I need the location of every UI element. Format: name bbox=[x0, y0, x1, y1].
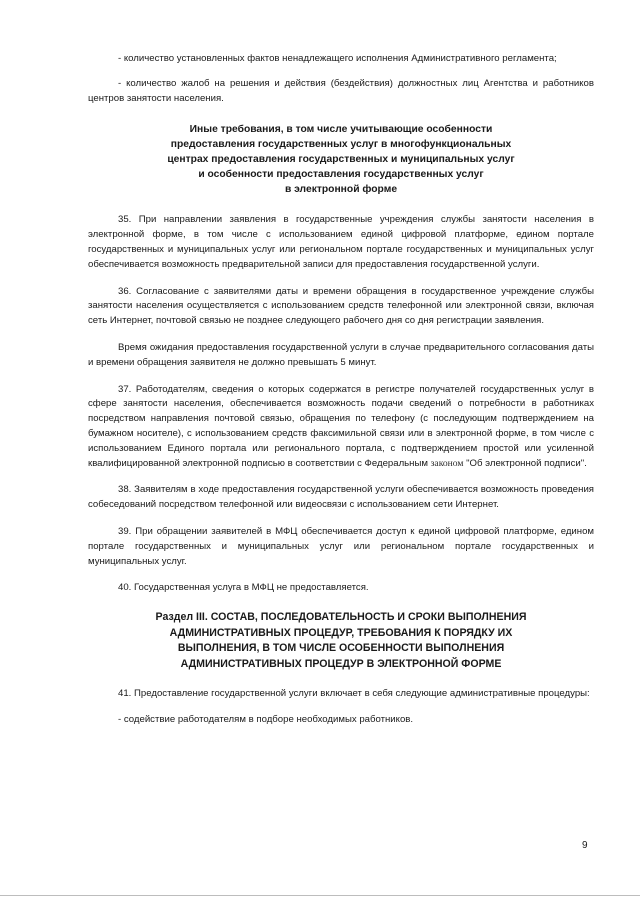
paragraph-37-end: "Об электронной подписи". bbox=[463, 457, 587, 469]
section-heading bbox=[88, 122, 594, 197]
paragraph-40: 40. Государственная услуга в МФЦ не предоставляется. bbox=[118, 582, 369, 594]
paragraph-36: 36. Согласование с заявителями даты и времени обращения в государственное учреждение службы занятости населения осуществляется с использованием средств телефонной или электронной связи, включая сеть Интернет, почтовой связью не позднее следующего рабочего дня со дня регистрации заявления. bbox=[88, 285, 594, 327]
heading-line: Раздел III. СОСТАВ, ПОСЛЕДОВАТЕЛЬНОСТЬ И СРОКИ ВЫПОЛНЕНИЯ bbox=[155, 611, 527, 624]
page-number: 9 bbox=[582, 840, 588, 851]
paragraph-37 bbox=[88, 383, 594, 472]
heading-line: центрах предоставления государственных и муниципальных услуг bbox=[167, 154, 515, 166]
section-3-heading bbox=[88, 610, 594, 672]
bullet-item: - количество жалоб на решения и действия (бездействия) должностных лиц Агентства и работников центров занятости населения. bbox=[88, 77, 594, 104]
heading-line: Иные требования, в том числе учитывающие особенности bbox=[189, 124, 493, 136]
paragraph-37-text: 37. Работодателям, сведения о которых содержатся в регистре получателей государственных услуг в сфере занятости населения, обеспечивается возможность подачи сведений о потребности в работниках посредством направления почтовой связью, обращения по телефону (с последующим подтверждением на бумажном носителе), с использованием средств факсимильной связи или в электронной форме, в том числе с использованием Единого портала или регионального портала, с подтверждением простой или усиленной квалифицированной электронной подписью в соответствии с Федеральным bbox=[88, 383, 594, 469]
law-link[interactable]: законом bbox=[430, 457, 464, 469]
paragraph-38: 38. Заявителям в ходе предоставления государственной услуги обеспечивается возможность проведения собеседований посредством телефонной или видеосвязи с использованием сети Интернет. bbox=[88, 484, 594, 511]
bullet-item: - содействие работодателям в подборе необходимых работников. bbox=[118, 714, 414, 726]
heading-line: АДМИНИСТРАТИВНЫХ ПРОЦЕДУР В ЭЛЕКТРОННОЙ ФОРМЕ bbox=[180, 657, 502, 670]
heading-line: и особенности предоставления государственных услуг bbox=[198, 169, 484, 181]
heading-line: АДМИНИСТРАТИВНЫХ ПРОЦЕДУР, ТРЕБОВАНИЯ К ПОРЯДКУ ИХ bbox=[169, 626, 513, 639]
paragraph-39: 39. При обращении заявителей в МФЦ обеспечивается доступ к единой цифровой платформе, едином портале государственных и муниципальных услуг или региональном портале государственных и муниципальных услуг. bbox=[88, 525, 594, 567]
paragraph-35: 35. При направлении заявления в государственные учреждения службы занятости населения в электронной форме, в том числе с использованием единой цифровой платформе, едином портале государственных и муниципальных услуг или региональном портале государственных и муниципальных услуг обеспечивается возможность предварительной записи для предоставления государственной услуги. bbox=[88, 214, 594, 270]
heading-line: в электронной форме bbox=[284, 184, 398, 196]
bullet-item: - количество установленных фактов ненадлежащего исполнения Административного регламента; bbox=[118, 53, 557, 64]
heading-line: предоставления государственных услуг в многофункциональных bbox=[170, 139, 512, 151]
page-content bbox=[88, 52, 594, 740]
paragraph-41: 41. Предоставление государственной услуги включает в себя следующие административные процедуры: bbox=[118, 687, 590, 699]
heading-line: ВЫПОЛНЕНИЯ, В ТОМ ЧИСЛЕ ОСОБЕННОСТИ ВЫПОЛНЕНИЯ bbox=[177, 642, 505, 655]
scan-edge-divider bbox=[0, 895, 640, 896]
paragraph-36-wait-time: Время ожидания предоставления государственной услуги в случае предварительного согласования даты и времени обращения заявителя не должно превышать 5 минут. bbox=[88, 341, 594, 368]
